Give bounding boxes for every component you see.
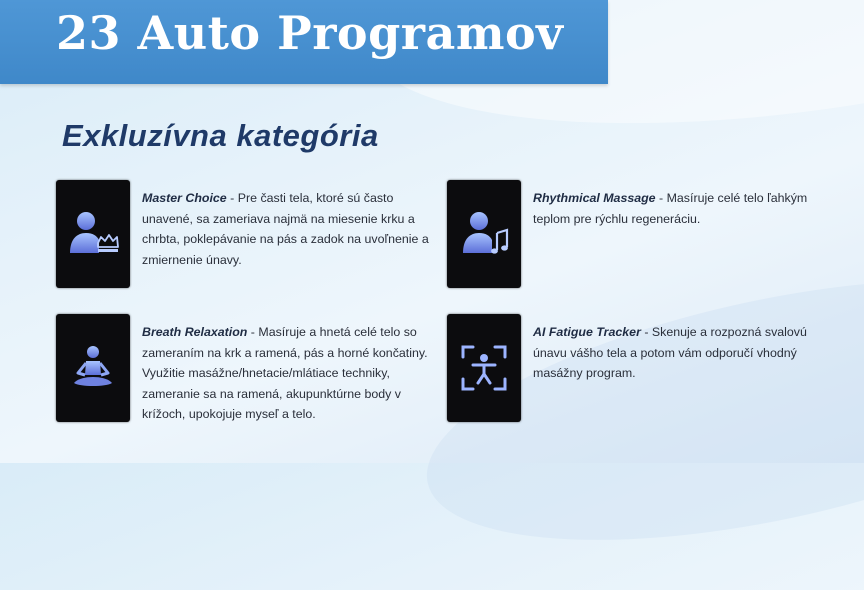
person-music-icon — [457, 207, 511, 261]
page-title: 23 Auto Programov — [56, 6, 564, 60]
program-icon-box — [447, 314, 521, 422]
program-name: Master Choice — [142, 191, 227, 205]
program-icon-box — [447, 180, 521, 288]
program-icon-box — [56, 180, 130, 288]
meditation-icon — [66, 341, 120, 395]
program-name: Rhythmical Massage — [533, 191, 656, 205]
program-description: Master Choice - Pre časti tela, ktoré sú často unavené, sa zameriava najmä na miesenie krku a chrbta, poklepávanie na pás a zadok na uvoľnenie a zmiernenie únavy. — [142, 191, 429, 267]
program-name: AI Fatigue Tracker — [533, 325, 641, 339]
body-scan-icon — [457, 341, 511, 395]
program-description: Breath Relaxation - Masíruje a hnetá celé telo so zameraním na krk a ramená, pás a horné končatiny. Využitie masážne/hnetacie/mlátiace techniky, zameranie sa na ramená, akupunktúrne body v krížoch, upokojuje myseľ a telo. — [142, 325, 428, 421]
person-crown-icon — [66, 207, 120, 261]
category-title: Exkluzívna kategória — [62, 118, 379, 153]
program-name: Breath Relaxation — [142, 325, 248, 339]
program-description: AI Fatigue Tracker - Skenuje a rozpozná svalovú únavu vášho tela a potom vám odporučí vhodný masážny program. — [533, 325, 807, 380]
title-banner — [0, 0, 608, 84]
program-description: Rhythmical Massage - Masíruje celé telo ľahkým teplom pre rýchlu regeneráciu. — [533, 191, 808, 226]
program-icon-box — [56, 314, 130, 422]
